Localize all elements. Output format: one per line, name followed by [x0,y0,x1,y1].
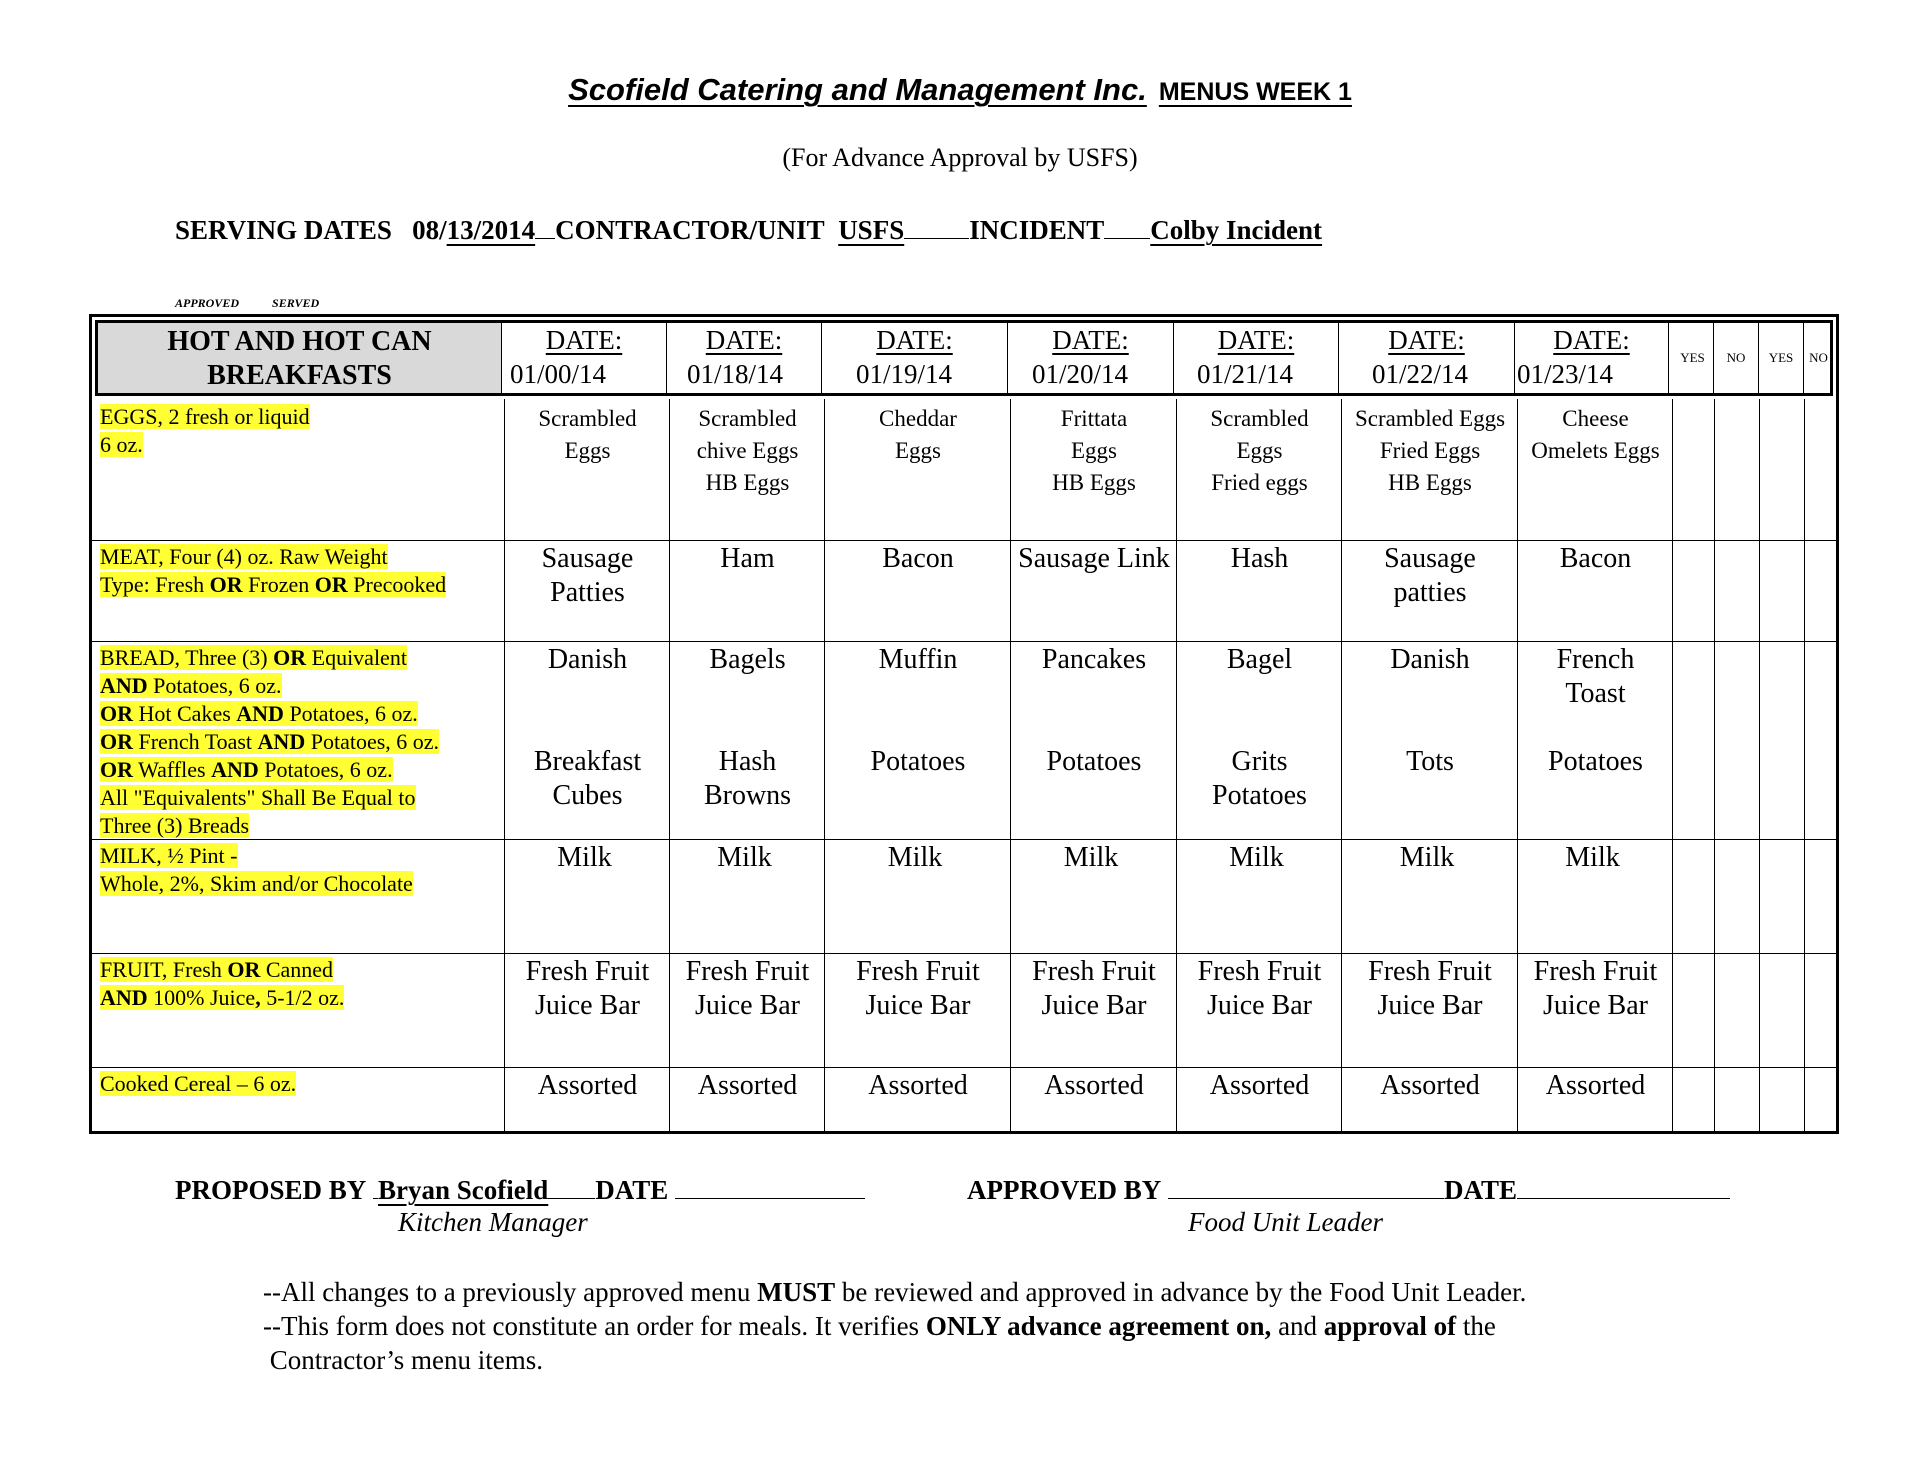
bread-top-cell-4 [1012,643,1176,677]
cell-line: Fried eggs [1211,470,1308,495]
meat-cell-7 [1519,542,1672,576]
served-no-header: NO [1809,350,1828,365]
cell-line: Breakfast [533,746,642,777]
label-text: Frozen [242,572,315,597]
row-label-line: Whole, 2%, Skim and/or Chocolate [100,871,413,896]
row-divider [92,1067,1836,1068]
contractor-label: CONTRACTOR/UNIT [555,215,825,245]
cell-line: Fried Eggs [1379,438,1481,463]
cell-line: HB Eggs [705,470,790,495]
label-text: Hot Cakes [133,701,237,726]
approved-by-line [967,1170,1730,1206]
column-divider [1804,399,1805,1131]
date-value: 01/19/14 [856,359,953,389]
note-text: be reviewed and approved in advance by the Food Unit Leader. [835,1277,1527,1307]
bread-top-cell-7 [1519,643,1672,711]
note-text: --All changes to a previously approved menu [263,1277,758,1307]
cell-line: Fresh Fruit [1032,956,1156,987]
cell-line: Juice Bar [1041,990,1147,1021]
cell-line: Sausage [541,543,634,574]
cell-line: Muffin [878,644,958,675]
meat-cell-2 [671,542,824,576]
cell-line: Frittata [1060,406,1128,431]
cell-line: Fresh Fruit [685,956,810,987]
header-label-line2: BREAKFASTS [207,360,392,391]
milk-cell-4: Milk [1063,842,1119,873]
cell-line: Eggs [1236,438,1283,463]
date-value: 01/00/14 [510,359,607,389]
label-bold: AND [100,673,148,698]
label-bold: OR [227,957,261,982]
approved-served-labels [175,296,319,311]
column-divider [1672,399,1673,1131]
cell-line: HB Eggs [1052,470,1136,495]
label-text: 5-1/2 oz. [260,985,345,1010]
company-name: Scofield Catering and Management Inc. [568,72,1147,107]
serving-date-value: 13/2014 [446,215,536,245]
cell-line: Sausage Link [1018,543,1170,574]
cell-line: Danish [547,644,628,675]
cell-line: Juice Bar [695,990,800,1021]
row-label-line: Three (3) Breads [100,813,250,838]
eggs-cell-1 [506,403,669,467]
cell-line: French [1556,644,1635,675]
cell-line: Bagel [1226,644,1293,675]
label-text: 100% Juice [147,985,256,1010]
date-value: 01/20/14 [1032,359,1129,389]
row-label-meat [100,543,446,599]
date-header-1 [502,323,667,393]
note-text: and [1271,1311,1324,1341]
label-bold: AND [257,729,306,754]
milk-cell-1: Milk [557,842,612,873]
cell-line: Juice Bar [865,990,971,1021]
cell-line: Eggs [1071,438,1117,463]
label-bold: OR [100,729,133,754]
column-divider [824,399,825,1131]
row-divider [92,540,1836,541]
date-label: DATE: [705,325,783,355]
bread-bottom-cell-2 [671,745,824,813]
bread-top-cell-1 [506,643,669,677]
cell-line: Tots [1406,746,1454,777]
cereal-cell-7: Assorted [1545,1070,1646,1101]
date-header-4 [1008,323,1174,393]
approved-yes-header: YES [1672,323,1714,393]
column-divider [1176,399,1177,1131]
menu-table [89,314,1839,1134]
row-label-milk [100,842,413,898]
cell-line: Pancakes [1041,644,1147,675]
bread-bottom-cell-5 [1178,745,1341,813]
label-text: Potatoes, 6 oz. [305,729,440,754]
menus-week-label: MENUS WEEK 1 [1158,78,1352,106]
cell-line: HB Eggs [1388,470,1472,495]
fruit-cell-7 [1519,955,1672,1023]
label-bold: OR [209,572,243,597]
cell-line: Grits [1231,746,1288,777]
served-label: SERVED [272,296,320,310]
row-label-line: MILK, ½ Pint - [100,843,238,868]
label-text: Potatoes, 6 oz. [283,701,418,726]
cell-line: Toast [1565,678,1626,709]
note-1 [263,1275,1526,1309]
row-label-line: EGGS, 2 fresh or liquid [100,404,310,429]
proposed-by-label: PROPOSED BY [175,1175,367,1205]
cell-line: Cheese [1562,406,1629,431]
cell-line: Hash [718,746,777,777]
cell-line: chive Eggs [696,438,799,463]
date-header-7 [1515,323,1669,393]
date-value: 01/21/14 [1197,359,1294,389]
label-text: Equivalent [306,645,407,670]
bread-top-cell-5 [1178,643,1341,677]
row-label-fruit [100,956,344,1012]
row-label-line: 6 oz. [100,432,143,457]
approved-no-header: NO [1714,323,1759,393]
approved-date-label: DATE [1444,1175,1518,1205]
cell-line: Fresh Fruit [1197,956,1322,987]
incident-value: Colby Incident [1150,215,1323,245]
row-divider [92,953,1836,954]
row-label-line: MEAT, Four (4) oz. Raw Weight [100,544,388,569]
label-bold: OR [100,701,133,726]
cell-line: Danish [1390,644,1470,675]
eggs-cell-5 [1178,403,1341,499]
label-text: Canned [260,957,334,982]
meat-cell-5 [1178,542,1341,576]
meat-cell-6 [1343,542,1517,610]
note-bold: MUST [757,1277,836,1307]
eggs-cell-7 [1519,403,1672,467]
serving-dates-label: SERVING DATES [175,215,392,245]
label-bold: AND [100,985,148,1010]
bread-bottom-cell-7 [1519,745,1672,779]
cell-line: patties [1393,577,1467,608]
served-yes-header: YES [1759,323,1804,393]
cell-line: Potatoes [870,746,966,777]
row-label-line: All "Equivalents" Shall Be Equal to [100,785,416,810]
serving-info-line [175,210,1322,246]
cell-line: Cheddar [879,406,957,431]
cell-line: Potatoes [1548,746,1643,777]
date-label: DATE: [1217,325,1295,355]
proposed-by-line [175,1170,865,1206]
cell-line: Fresh Fruit [1533,956,1658,987]
cell-line: Patties [550,577,625,608]
label-text: FRUIT, Fresh [100,957,228,982]
cell-line: Scrambled [1210,406,1309,431]
meat-cell-4 [1012,542,1176,576]
bread-bottom-cell-4 [1012,745,1176,779]
milk-cell-5: Milk [1229,842,1284,873]
bread-bottom-cell-1 [506,745,669,813]
serving-date-prefix: 08/ [412,215,447,245]
table-header-row [95,320,1833,396]
label-bold: OR [273,645,307,670]
label-text: Precooked [347,572,447,597]
note-3: Contractor’s menu items. [263,1345,543,1375]
cell-line: Scrambled [698,406,797,431]
cereal-cell-2: Assorted [697,1070,798,1101]
cereal-cell-5: Assorted [1209,1070,1310,1101]
header-label-line1: HOT AND HOT CAN [167,326,432,357]
cell-line: Potatoes [1212,780,1307,811]
fruit-cell-6 [1343,955,1517,1023]
eggs-cell-2 [671,403,824,499]
cell-line: Juice Bar [1207,990,1312,1021]
column-divider [1341,399,1342,1131]
incident-label: INCIDENT [969,215,1105,245]
date-header-6 [1339,323,1515,393]
row-label-bread [100,644,439,840]
date-value: 01/22/14 [1372,359,1469,389]
approved-label: APPROVED [175,296,240,310]
note-text: --This form does not constitute an order for meals. It verifies [263,1311,926,1341]
approved-by-label: APPROVED BY [967,1175,1162,1205]
cereal-cell-6: Assorted [1380,1070,1480,1101]
note-bold: approval of [1323,1311,1457,1341]
milk-cell-6: Milk [1399,842,1455,873]
fruit-cell-2 [671,955,824,1023]
proposed-date-label: DATE [595,1175,669,1205]
milk-cell-2: Milk [717,842,772,873]
cell-line: Fresh Fruit [525,956,650,987]
cereal-cell-4: Assorted [1044,1070,1144,1101]
column-divider [669,399,670,1131]
milk-cell-3: Milk [887,842,943,873]
date-header-3 [822,323,1008,393]
cell-line: Fresh Fruit [1368,956,1492,987]
cell-line: Scrambled Eggs [1354,406,1506,431]
date-value: 01/18/14 [687,359,784,389]
note-text: the [1456,1311,1496,1341]
label-bold: AND [236,701,284,726]
label-bold: OR [314,572,348,597]
column-divider [1517,399,1518,1131]
fruit-cell-1 [506,955,669,1023]
proposed-by-name: Bryan Scofield [378,1175,549,1205]
cereal-cell-3: Assorted [868,1070,968,1101]
cell-line: Juice Bar [535,990,640,1021]
cell-line: Sausage [1384,543,1476,574]
row-label-line: Cooked Cereal – 6 oz. [100,1071,297,1096]
meat-cell-1 [506,542,669,610]
cell-line: Bagels [709,644,786,675]
date-label: DATE: [1553,325,1630,355]
note-bold: ONLY advance agreement on, [925,1311,1272,1341]
label-text: Potatoes, 6 oz. [147,673,282,698]
header-label-cell [98,323,502,393]
kitchen-manager-title: Kitchen Manager [398,1207,588,1237]
note-2 [263,1309,1526,1343]
bread-top-cell-2 [671,643,824,677]
proposed-date-blank[interactable] [675,1170,865,1199]
column-divider [1759,399,1760,1131]
subtitle: (For Advance Approval by USFS) [782,143,1138,172]
cell-line: Scrambled [538,406,637,431]
label-bold: , [255,985,261,1010]
food-unit-leader-title: Food Unit Leader [1188,1207,1383,1237]
cell-line: Potatoes [1046,746,1142,777]
row-label-eggs [100,403,310,459]
label-text: Type: Fresh [100,572,210,597]
bread-top-cell-3 [826,643,1010,677]
cell-line: Eggs [564,438,611,463]
label-bold: AND [211,757,259,782]
label-text: French Toast [133,729,258,754]
date-value: 01/23/14 [1517,359,1614,389]
column-divider [1010,399,1011,1131]
cell-line: Bacon [1559,543,1632,574]
eggs-cell-4 [1012,403,1176,499]
fruit-cell-4 [1012,955,1176,1023]
column-divider [504,399,505,1131]
fruit-cell-3 [826,955,1010,1023]
date-label: DATE: [876,325,953,355]
cell-line: Eggs [895,438,941,463]
label-text: Potatoes, 6 oz. [258,757,393,782]
date-label: DATE: [1052,325,1129,355]
notes [263,1275,1526,1377]
cell-line: Fresh Fruit [856,956,980,987]
cell-line: Bacon [882,543,954,574]
cell-line: Cubes [552,780,623,811]
document-title [0,72,1920,108]
contractor-value: USFS [838,215,905,245]
milk-cell-7: Milk [1565,842,1620,873]
cell-line: Hash [1230,543,1289,574]
bread-top-cell-6 [1343,643,1517,677]
cereal-cell-1: Assorted [537,1070,638,1101]
date-label: DATE: [545,325,623,355]
eggs-cell-6 [1343,403,1517,499]
date-label: DATE: [1388,325,1465,355]
date-header-2 [667,323,822,393]
label-text: Waffles [133,757,212,782]
cell-line: Juice Bar [1377,990,1483,1021]
column-divider [1714,399,1715,1131]
approved-date-blank[interactable] [1517,1170,1730,1199]
label-text: BREAD, Three (3) [100,645,274,670]
cell-line: Omelets Eggs [1531,438,1660,463]
cell-line: Ham [720,543,775,574]
date-header-5 [1174,323,1339,393]
eggs-cell-3 [826,403,1010,467]
row-divider [92,641,1836,642]
row-label-cereal [100,1070,296,1098]
bread-bottom-cell-6 [1343,745,1517,779]
meat-cell-3 [826,542,1010,576]
bread-bottom-cell-3 [826,745,1010,779]
cell-line: Browns [703,780,792,811]
label-bold: OR [100,757,133,782]
cell-line: Juice Bar [1543,990,1648,1021]
approved-by-blank[interactable] [1168,1170,1444,1199]
fruit-cell-5 [1178,955,1341,1023]
